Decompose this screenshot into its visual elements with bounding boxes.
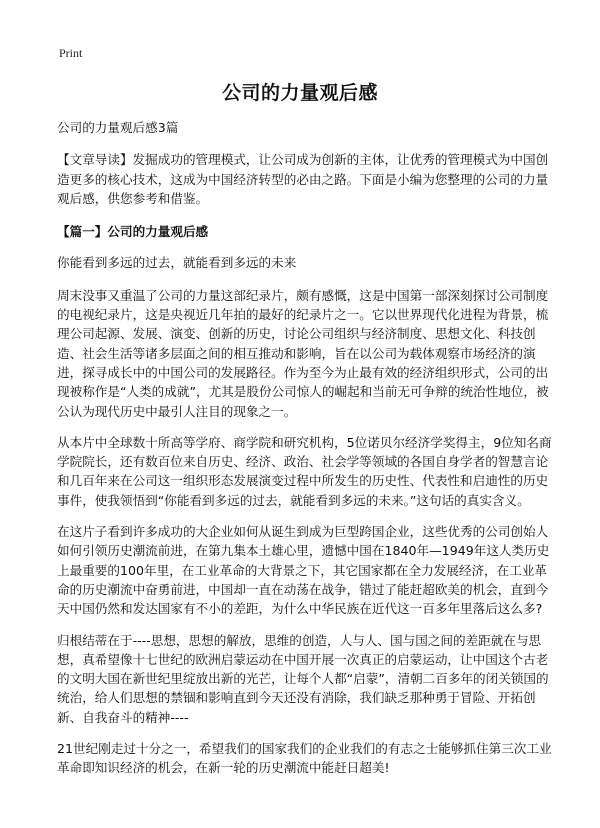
article-subtitle: 公司的力量观后感3篇	[57, 120, 179, 135]
paragraph: 周末没事又重温了公司的力量这部纪录片，颇有感慨，这是中国第一部深刻探讨公司制度的电视纪录片，这是央视近几年拍的最好的纪录片之一。它以世界现代化进程为背景，梳理公司起源、发展、演变、创新的历史，讨论公司组织与经济制度、思想文化、科技创造、社会生活等诸多层面之间的相互推动和影响，旨在以公司为载体观察市场经济的演进，探寻成长中的中国公司的发展路径。作为至今为止最有效的经济组织形式，公司的出现被称作是“人类的成就”，尤其是股份公司惊人的崛起和当前无可争辩的统治性地位，被公认为现代历史中最引人注目的现象之一。	[57, 287, 549, 419]
paragraph: 21世纪刚走过十分之一，希望我们的国家我们的企业我们的有志之士能够抓住第三次工业革命即知识经济的机会，在新一轮的历史潮流中能赶日超美!	[57, 741, 552, 776]
section-tagline: 你能看到多远的过去，就能看到多远的未来	[57, 255, 297, 271]
article-body	[57, 118, 555, 790]
page-title: 公司的力量观后感	[221, 82, 378, 104]
section-heading: 【篇一】公司的力量观后感	[57, 224, 209, 240]
paragraph: 从本片中全球数十所高等学府、商学院和研究机构，5位诺贝尔经济学奖得主，9位知名商学院院长，还有数百位来自历史、经济、政治、社会学等领域的各国自身学者的智慧言论和几百年来在公司这一组织形态发展演变过程中所发生的历史性、代表性和启迪性的历史事件，使我领悟到“你能看到多远的过去，就能看到多远的未来。”这句话的真实含义。	[57, 434, 552, 508]
print-link[interactable]: Print	[59, 46, 83, 60]
paragraph: 在这片子看到许多成功的大企业如何从诞生到成为巨型跨国企业，这些优秀的公司创始人如何引领历史潮流前进，在第九集本土雄心里，遗憾中国在1840年—1949年这人类历史上最重要的100年里，在工业革命的大背景之下，其它国家都在全力发展经济，在工业革命的历史潮流中奋勇前进，中国却一直在动荡在战争，错过了能赶超欧美的机会，直到今天中国仍然和发达国家有不小的差距，为什么中华民族在近代这一百多年里落后这么多?	[57, 524, 550, 617]
article-intro: 【文章导读】发掘成功的管理模式，让公司成为创新的主体，让优秀的管理模式为中国创造更多的核心技术，这成为中国经济转型的必由之路。下面是小编为您整理的公司的力量观后感，供您参考和借鉴。	[57, 152, 549, 206]
paragraph: 归根结蒂在于----思想，思想的解放，思维的创造，人与人、国与国之间的差距就在与思想，真希望像十七世纪的欧洲启蒙运动在中国开展一次真正的启蒙运动，让中国这个古老的文明大国在新世纪里绽放出新的光芒，让每个人都“启蒙”，清朝二百多年的闭关锁国的统治，给人们思想的禁锢和影响直到今天还没有消除，我们缺乏那种勇于冒险、开拓创新、自我奋斗的精神----	[57, 632, 549, 725]
